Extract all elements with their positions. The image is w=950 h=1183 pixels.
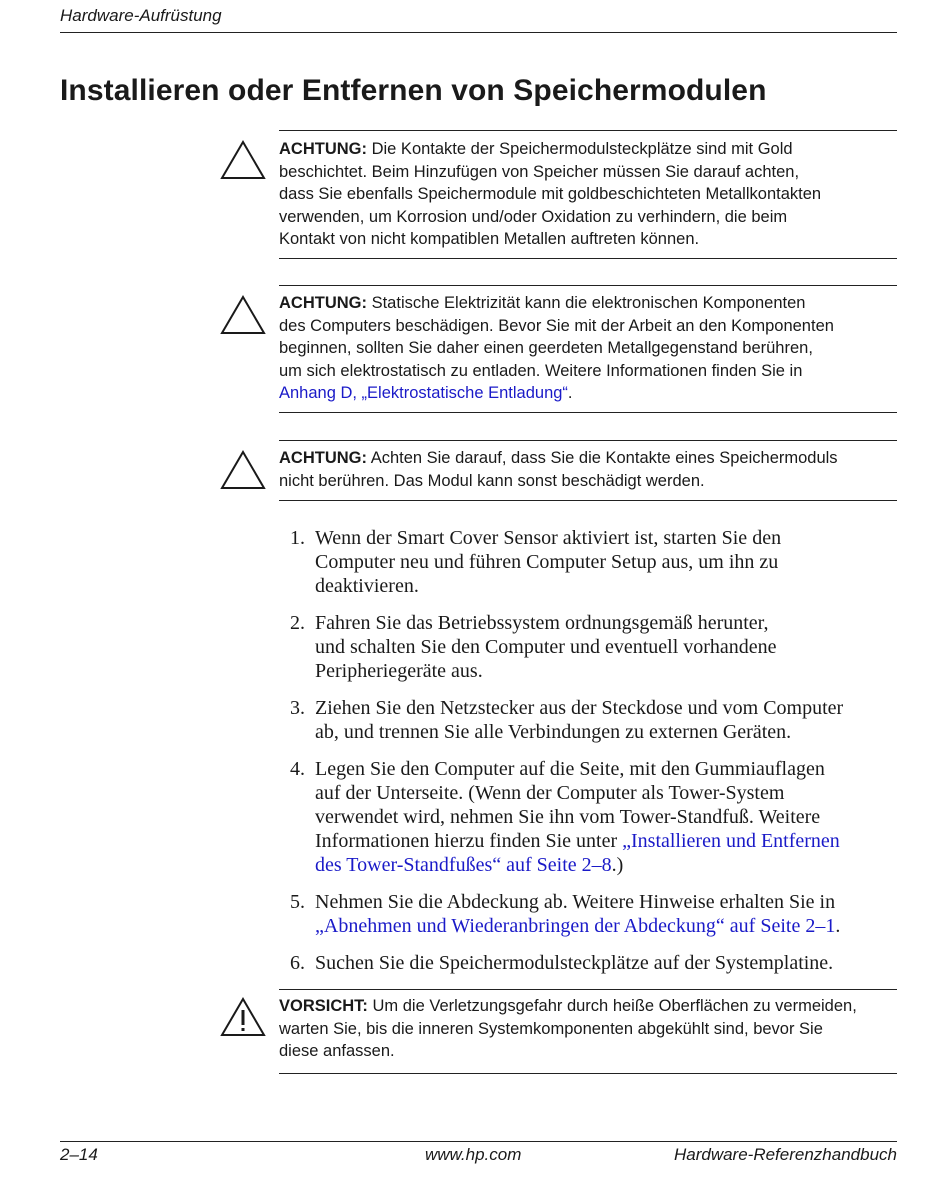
step-number: 2. [290,612,305,634]
caution-notice-3 [220,440,897,502]
page-number: 2–14 [60,1145,98,1164]
warning-label: VORSICHT: [279,997,368,1015]
step-4: 4. Legen Sie den Computer auf die Seite, mit den Gummiauflagen auf der Unterseite. (Wenn der Computer als Tower-System verwendet wird, nehmen Sie ihn vom Tower-Standfuß. Weitere Informationen hierzu finden Sie unter „Installieren und Entfernen des Tower-Standfußes“ auf Seite 2–8.) [290,758,840,876]
caution-notice-2 [220,285,897,415]
step-number: 4. [290,758,305,780]
notice-rule-bottom [279,258,897,259]
notice-text: ACHTUNG: Die Kontakte der Speichermodulsteckplätze sind mit Gold beschichtet. Beim Hinzufügen von Speicher müssen Sie darauf achten, dass Sie ebenfalls Speichermodule mit goldbeschichteten Metallkontakten verwenden, um Korrosion und/oder Oxidation zu verhindern, die beim Kontakt von nicht kompatiblen Metallen auftreten können. [279,140,822,248]
step-3: 3. Ziehen Sie den Netzstecker aus der Steckdose und vom Computer ab, und trennen Sie alle Verbindungen zu externen Geräten. [290,697,844,743]
notice-rule-bottom [279,500,897,501]
caution-notice-1 [220,130,897,260]
appendix-d-link[interactable]: Anhang D, „Elektrostatische Entladung“ [279,384,568,402]
notice-text: ACHTUNG: Statische Elektrizität kann die elektronischen Komponenten des Computers beschädigen. Bevor Sie mit der Arbeit an den Komponenten beginnen, sollten Sie daher einen geerdeten Metallgegenstand berühren, um sich elektrostatisch zu entladen. Weitere Informationen finden Sie in Anhang D, „Elektrostatische Entladung“. [279,294,834,402]
footer-book-title: Hardware-Referenzhandbuch [673,1145,897,1164]
step-number: 5. [290,891,305,913]
notice-label: ACHTUNG: [279,140,367,158]
notice-label: ACHTUNG: [279,294,367,312]
tower-stand-link[interactable]: „Installieren und Entfernen [622,830,840,852]
warning-notice [220,989,897,1075]
step-1: 1. Wenn der Smart Cover Sensor aktiviert ist, starten Sie den Computer neu und führen Computer Setup aus, um ihn zu deaktivieren. [290,527,782,597]
cover-removal-link[interactable]: „Abnehmen und Wiederanbringen der Abdeckung“ auf Seite 2–1 [315,915,836,937]
step-number: 1. [290,527,305,549]
warning-text: VORSICHT: Um die Verletzungsgefahr durch heiße Oberflächen zu vermeiden, warten Sie, bis die inneren Systemkomponenten abgekühlt sind, bevor Sie diese anfassen. [279,997,857,1060]
header-rule [60,32,897,33]
step-5: 5. Nehmen Sie die Abdeckung ab. Weitere Hinweise erhalten Sie in „Abnehmen und Wiederanbringen der Abdeckung“ auf Seite 2–1. [290,891,841,937]
notice-text: ACHTUNG: Achten Sie darauf, dass Sie die Kontakte eines Speichermoduls nicht berühren. Das Modul kann sonst beschädigt werden. [279,449,838,490]
caution-triangle-icon [220,140,266,180]
step-6: 6. Suchen Sie die Speichermodulsteckplätze auf der Systemplatine. [290,952,834,974]
step-number: 6. [290,952,305,974]
notice-rule-top [279,285,897,286]
tower-stand-link-cont[interactable]: des Tower-Standfußes“ auf Seite 2–8 [315,854,612,876]
caution-triangle-icon [220,295,266,335]
step-number: 3. [290,697,305,719]
notice-rule-bottom [279,1073,897,1074]
footer-url: www.hp.com [425,1145,522,1164]
step-2: 2. Fahren Sie das Betriebssystem ordnungsgemäß herunter, und schalten Sie den Computer und eventuell vorhandene Peripheriegeräte aus. [290,612,777,682]
page-title: Installieren oder Entfernen von Speichermodulen [60,74,767,107]
notice-rule-top [279,130,897,131]
running-header: Hardware-Aufrüstung [60,6,222,25]
notice-rule-top [279,989,897,990]
procedure-steps [290,526,900,988]
warning-exclamation-icon [220,997,266,1037]
caution-triangle-icon [220,450,266,490]
notice-rule-bottom [279,412,897,413]
notice-rule-top [279,440,897,441]
footer-rule [60,1141,897,1142]
notice-label: ACHTUNG: [279,449,367,467]
